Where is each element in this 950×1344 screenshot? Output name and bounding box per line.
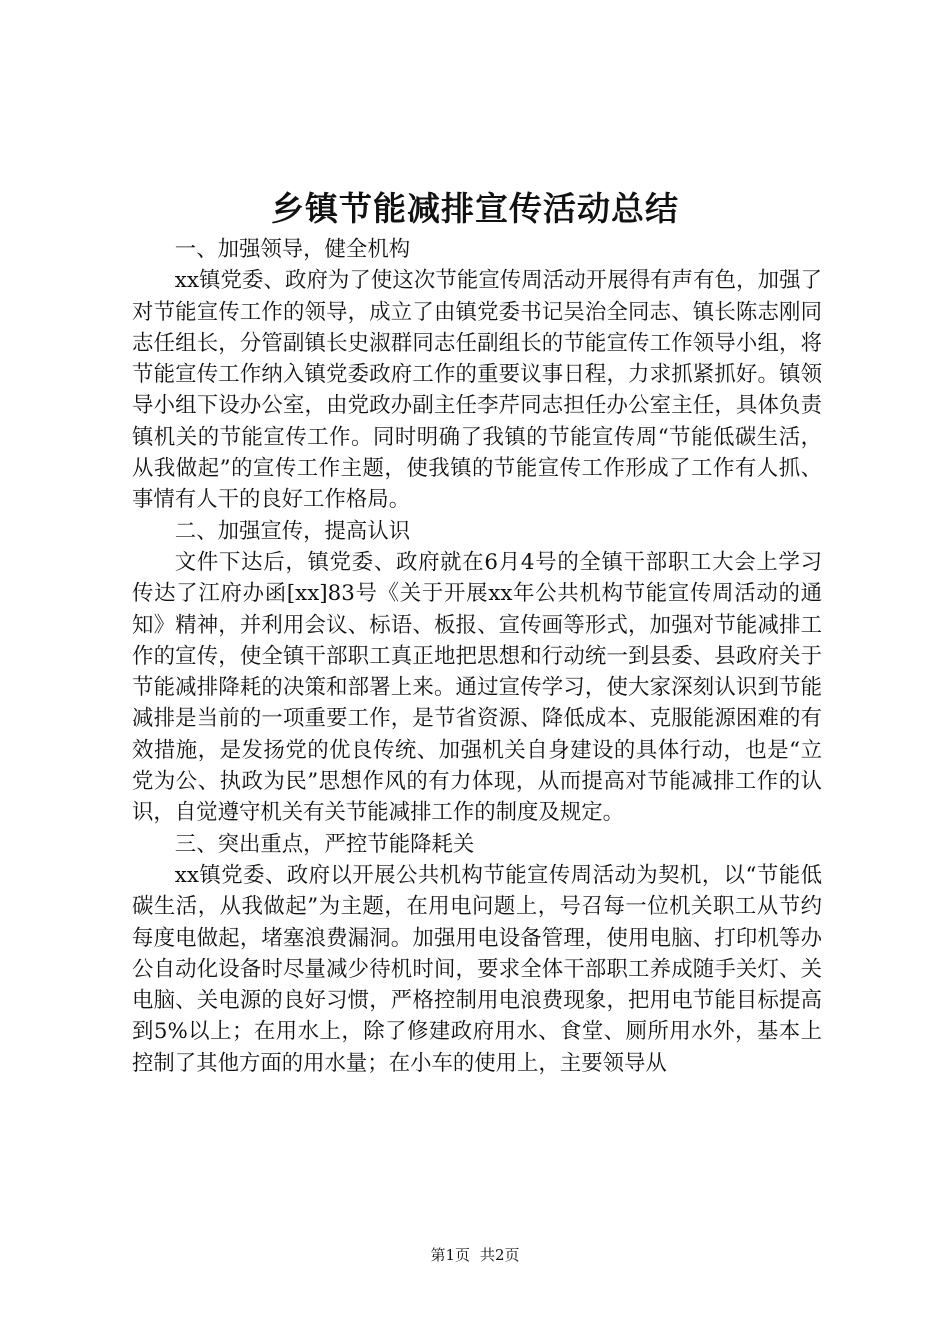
document-title: 乡镇节能减排宣传活动总结: [271, 189, 679, 228]
page-number: 第1页: [430, 1246, 470, 1264]
paragraph-1: xx镇党委、政府为了使这次节能宣传周活动开展得有声有色，加强了对节能宣传工作的领导，成立了由镇党委书记吴治全同志、镇长陈志刚同志任组长，分管副镇长史淑群同志任副组长的节能宣传工作领导小组，将节能宣传工作纳入镇党委政府工作的重要议事日程，力求抓紧抓好。镇领导小组下设办公室，由党政办副主任李芹同志担任办公室主任，具体负责镇机关的节能宣传工作。同时明确了我镇的节能宣传周“节能低碳生活，从我做起”的宣传工作主题，使我镇的节能宣传工作形成了工作有人抓、事情有人干的良好工作格局。: [132, 268, 822, 513]
document-body: [132, 234, 822, 1079]
section-heading-3: 三、突出重点，严控节能降耗关: [174, 831, 475, 857]
paragraph-2: 文件下达后，镇党委、政府就在6月4号的全镇干部职工大会上学习传达了江府办函[xx]83号《关于开展xx年公共机构节能宣传周活动的通知》精神，并利用会议、标语、板报、宣传画等形式，加强对节能减排工作的宣传，使全镇干部职工真正地把思想和行动统一到县委、县政府关于节能减排降耗的决策和部署上来。通过宣传学习，使大家深刻认识到节能减排是当前的一项重要工作，是节省资源、降低成本、克服能源困难的有效措施，是发扬党的优良传统、加强机关自身建设的具体行动，也是“立党为公、执政为民”思想作风的有力体现，从而提高对节能减排工作的认识，自觉遵守机关有关节能减排工作的制度及规定。: [132, 549, 822, 826]
page-footer: [0, 1244, 950, 1266]
page-total: 共2页: [480, 1246, 520, 1264]
paragraph-3: xx镇党委、政府以开展公共机构节能宣传周活动为契机，以“节能低碳生活，从我做起”为主题，在用电问题上，号召每一位机关职工从节约每度电做起，堵塞浪费漏洞。加强用电设备管理，使用电脑、打印机等办公自动化设备时尽量减少待机时间，要求全体干部职工养成随手关灯、关电脑、关电源的良好习惯，严格控制用电浪费现象，把用电节能目标提高到5%以上；在用水上，除了修建政府用水、食堂、厕所用水外，基本上控制了其他方面的用水量；在小车的使用上，主要领导从: [132, 862, 822, 1076]
section-heading-2: 二、加强宣传，提高认识: [174, 518, 411, 544]
section-heading-1: 一、加强领导，健全机构: [174, 237, 411, 262]
